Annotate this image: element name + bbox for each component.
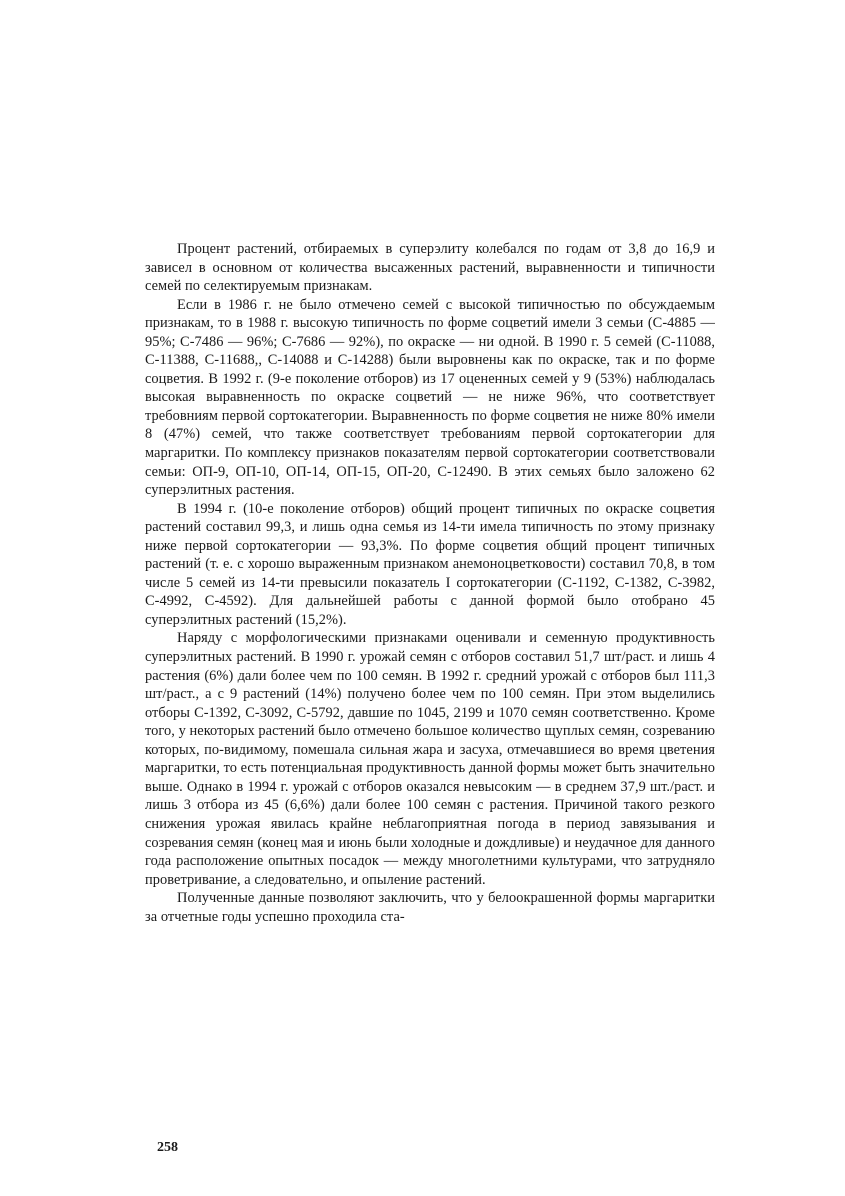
paragraph: В 1994 г. (10-е поколение отборов) общий процент типичных по окраске соцветия растений составил 99,3, и лишь одна семья из 14-ти имела типичность по этому признаку ниже первой сортокатегории — 93,3%. По форме соцветия общий процент типичных растений (т. е. с хорошо выраженным признаком анемоноцветковости) составил 70,8, в том числе 5 семей из 14-ти превысили показатель I сортокатегории (С-1192, С-1382, С-3982, С-4992, С-4592). Для дальнейшей работы с данной формой было отобрано 45 суперэлитных растений (15,2%).	[145, 500, 715, 628]
paragraph: Наряду с морфологическими признаками оценивали и семенную продуктивность суперэлитных растений. В 1990 г. урожай семян с отборов составил 51,7 шт/раст. и лишь 4 растения (6%) дали более чем по 100 семян. В 1992 г. средний урожай с отборов был 111,3 шт/раст., а с 9 растений (14%) получено более чем по 100 семян. При этом выделились отборы С-1392, С-3092, С-5792, давшие по 1045, 2199 и 1070 семян соответственно. Кроме того, у некоторых растений было отмечено большое количество щуплых семян, созреванию которых, по-видимому, помешала сильная жара и засуха, отмечавшиеся во время цветения маргаритки, то есть потенциальная продуктивность данной формы может быть значительно выше. Однако в 1994 г. урожай с отборов оказался невысоким — в среднем 37,9 шт./раст. и лишь 3 отбора из 45 (6,6%) дали более 100 семян с растения. Причиной такого резкого снижения урожая явилась крайне неблагоприятная погода в период завязывания и созревания семян (конец мая и июнь были холодные и дождливые) и неудачное для данного года расположение опытных посадок — между многолетними культурами, что затрудняло проветривание, а следовательно, и опыление растений.	[145, 630, 715, 888]
page-body	[145, 240, 715, 926]
paragraph: Процент растений, отбираемых в суперэлиту колебался по годам от 3,8 до 16,9 и зависел в основном от количества высаженных растений, выравненности и типичности семей по селектируемым признакам.	[145, 241, 715, 295]
paragraph: Полученные данные позволяют заключить, что у белоокрашенной формы маргаритки за отчетные годы успешно проходила ста-	[145, 890, 715, 925]
page-number: 258	[157, 1140, 178, 1155]
paragraph: Если в 1986 г. не было отмечено семей с высокой типичностью по обсуждаемым признакам, то в 1988 г. высокую типичность по форме соцветий имели 3 семьи (С-4885 — 95%; С-7486 — 96%; С-7686 — 92%), по окраске — ни одной. В 1990 г. 5 семей (С-11088, С-11388, С-11688,, С-14088 и С-14288) были выровнены как по окраске, так и по форме соцветия. В 1992 г. (9-е поколение отборов) из 17 оцененных семей у 9 (53%) наблюдалась высокая выравненность по окраске соцветий — не ниже 96%, что соответствует требовниям первой сортокатегории. Выравненность по форме соцветия не ниже 80% имели 8 (47%) семей, что также соответствует требованиям первой сортокатегории для маргаритки. По комплексу признаков показателям первой сортокатегории соответствовали семьи: ОП-9, ОП-10, ОП-14, ОП-15, ОП-20, С-12490. В этих семьях было заложено 62 суперэлитных растения.	[145, 296, 715, 499]
